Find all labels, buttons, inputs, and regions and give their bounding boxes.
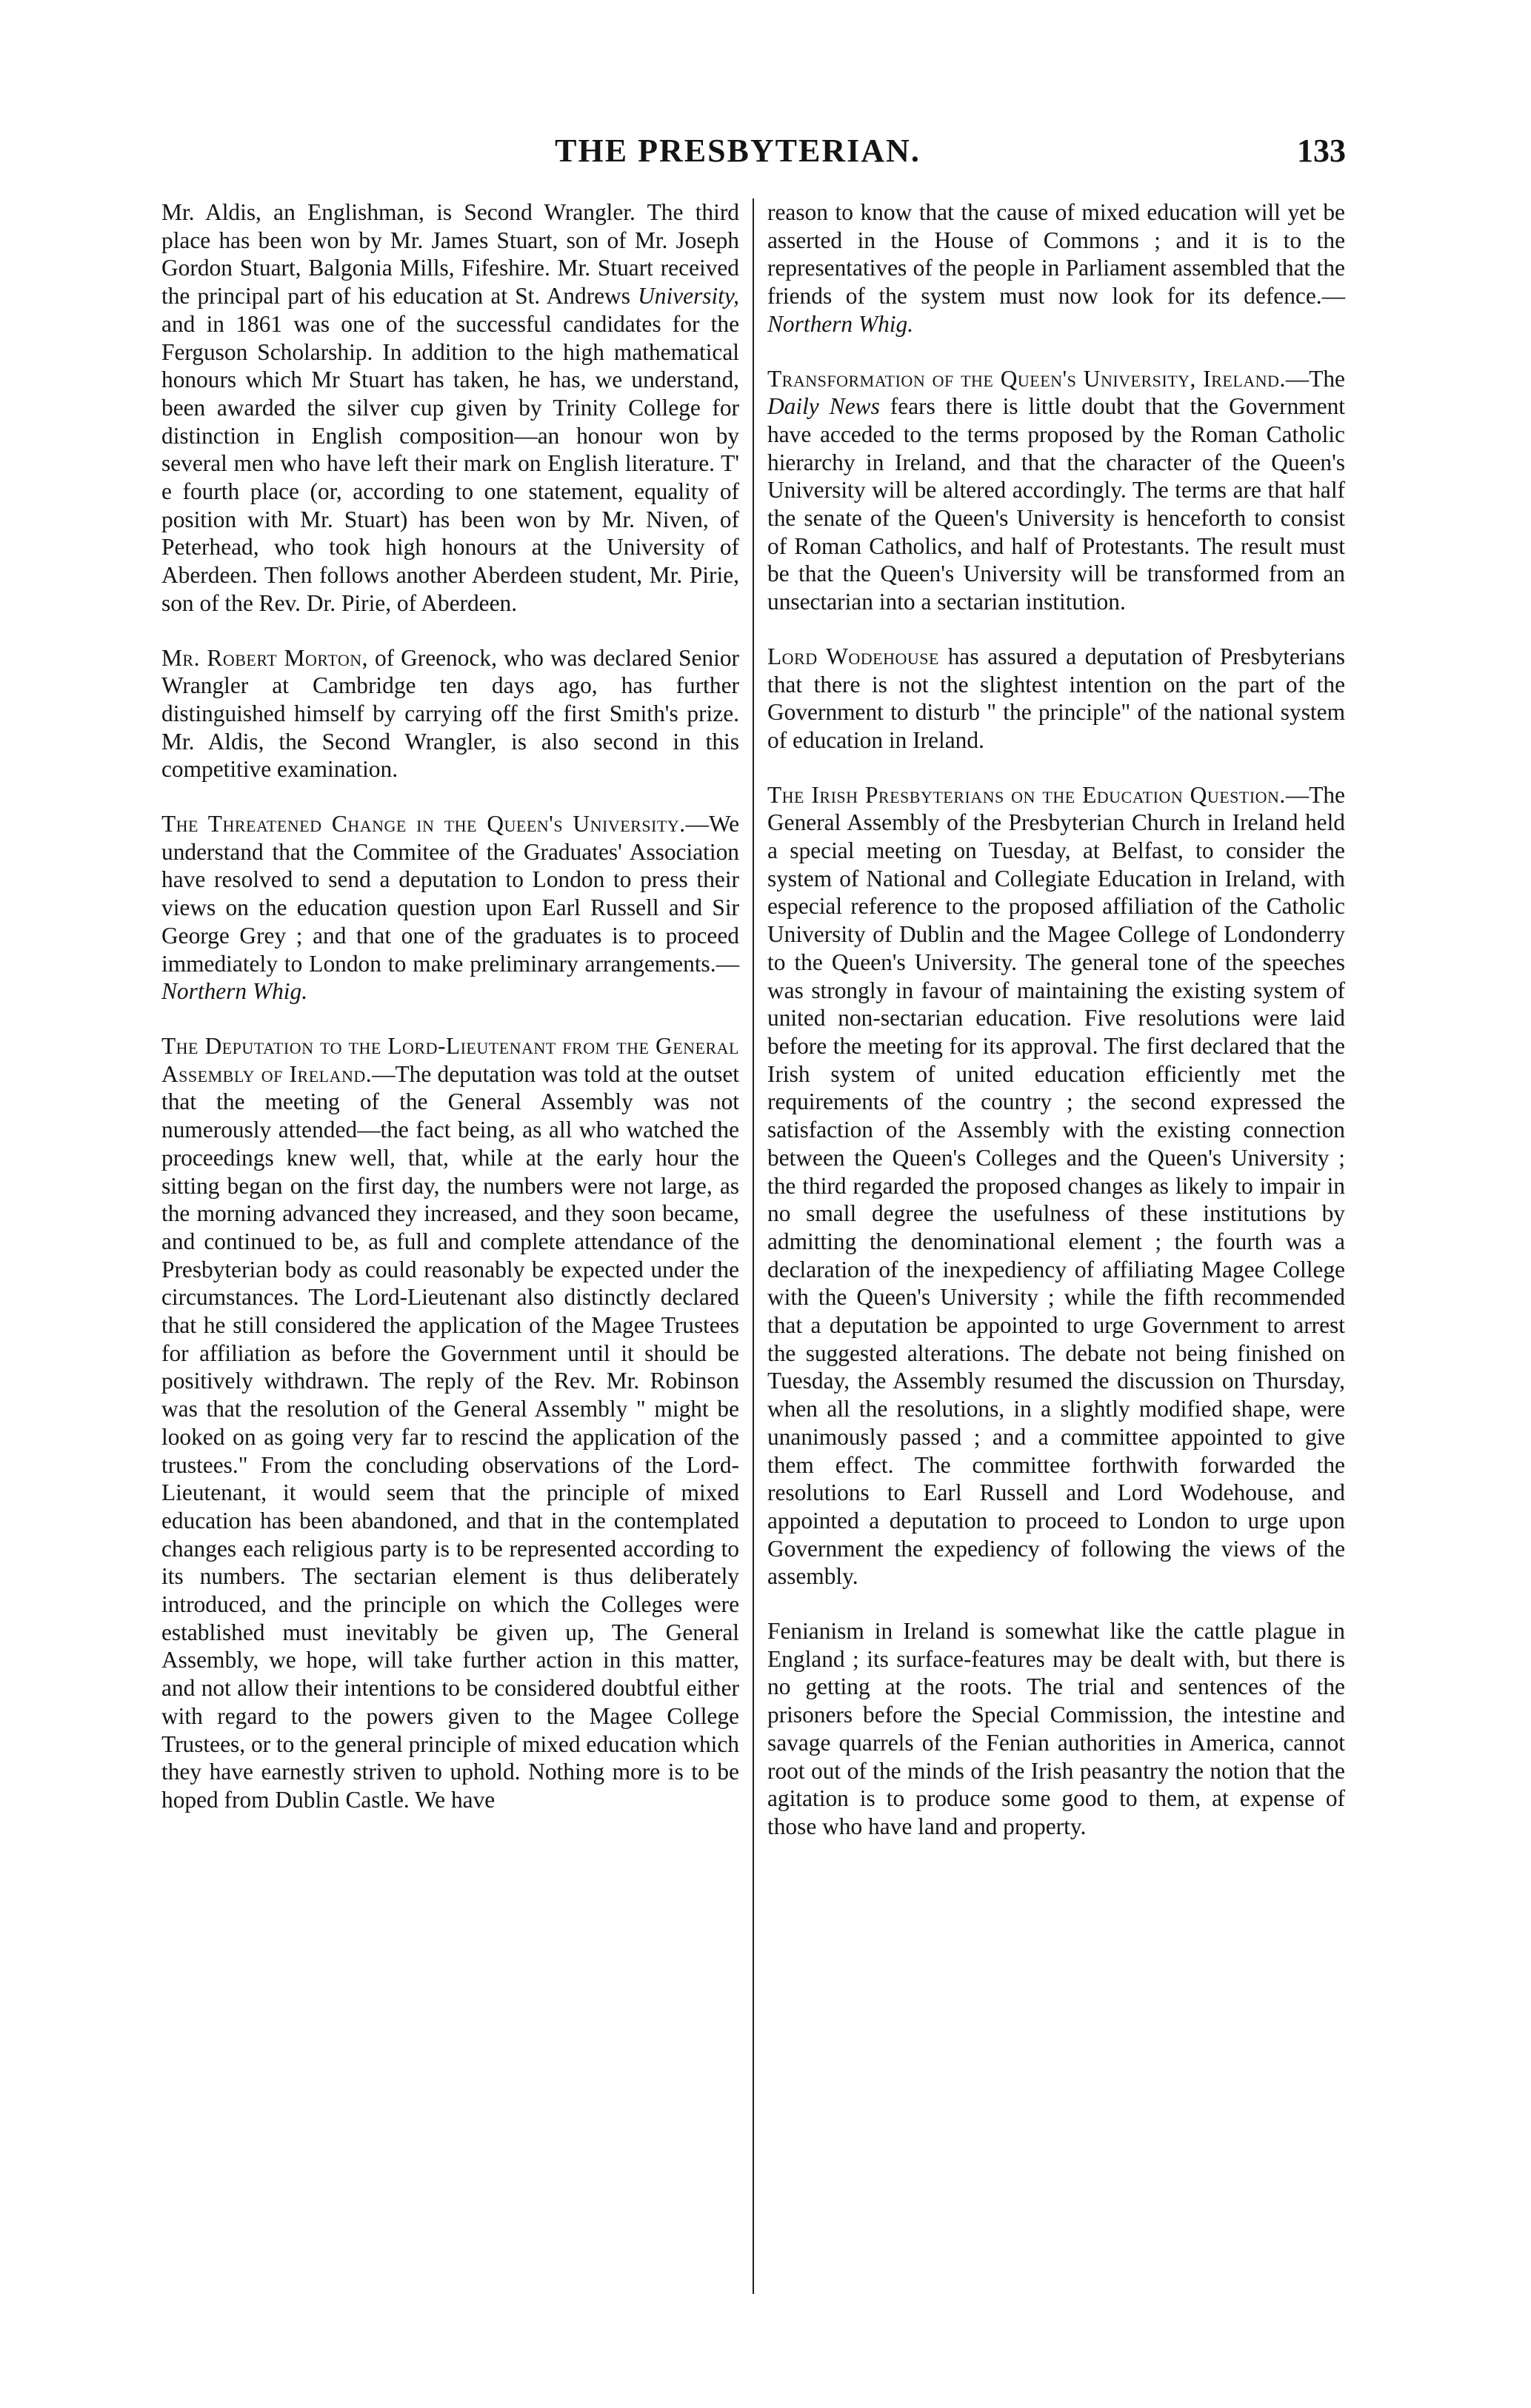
article-lead: Lord Wodehouse: [767, 643, 939, 669]
article-text: and in 1861 was one of the successful candidates for the Ferguson Scholarship. In addition to the high mathematical honours which Mr Stuart has taken, he has, we understand, been awarded the silver cup given by Trinity College for distinction in English composition—an honour won by several men who have left their mark on English literature. T' e fourth place (or, according to one statement, equality of position with Mr. Stuart) has been won by Mr. Niven, of Peterhead, who took high honours at the University of Aberdeen. Then follows another Aberdeen student, Mr. Pirie, son of the Rev. Dr. Pirie, of Aberdeen.: [161, 310, 739, 616]
article-text: fears there is little doubt that the Government have acceded to the terms proposed by the Roman Catholic hierarchy in Ireland, and that the character of the Queen's University will be altered accordingly. The terms are that half the senate of the Queen's University is henceforth to consist of Roman Catholics, and half of Protestants. The result must be that the Queen's University will be transformed from an unsectarian into a sectarian institution.: [767, 393, 1345, 615]
right-column: [767, 198, 1345, 1867]
article-fenianism: [767, 1617, 1345, 1841]
article-italic: University,: [638, 283, 739, 310]
article-lord-wodehouse: [767, 643, 1345, 755]
article-lead: The Threatened Change in the Queen's University.: [161, 811, 686, 837]
article-text: Fenianism in Ireland is somewhat like the cattle plague in England ; its surface-features may be dealt with, but there is no getting at the roots. The trial and sentences of the prisoners before the Special Commission, the intestine and savage quarrels of the Fenian authorities in America, cannot root out of the minds of the Irish peasantry the notion that the agitation is to produce some good to them, at expense of those who have land and property.: [767, 1618, 1345, 1839]
article-source: Northern Whig.: [161, 978, 308, 1005]
article-lead: The Irish Presbyterians on the Education Question.: [767, 781, 1286, 808]
article-text: Mr. Aldis, an Englishman, is Second Wrangler. The third place has been won by Mr. James Stuart, son of Mr. Joseph Gordon Stuart, Balgonia Mills, Fifeshire. Mr. Stuart received the principal part of his education at St. Andrews: [161, 199, 739, 310]
article-text: —The: [1285, 365, 1345, 392]
article-lead: Transformation of the Queen's University, Ireland.: [767, 365, 1286, 392]
article-robert-morton: [161, 644, 739, 784]
article-text: —The deputation was told at the outset that the meeting of the General Assembly was not numerously attended—the fact being, as all who watched the proceedings knew well, that, while at the early hour the sitting began on the first day, the numbers were not large, as the morning advanced they increased, and they soon became, and continued to be, as full and complete attendance of the Presbyterian body as could reasonably be expected under the circumstances. The Lord-Lieutenant also distinctly declared that he still considered the application of the Magee Trustees for affiliation as before the Government until it should be positively withdrawn. The reply of the Rev. Mr. Robinson was that the resolution of the General Assembly " might be looked on as going very far to rescind the application of the trustees." From the concluding observations of the Lord-Lieutenant, it would seem that the principle of mixed education has been abandoned, and that in the contemplated changes each religious party is to be represented according to its numbers. The sectarian element is thus deliberately introduced, and the principle on which the Colleges were established must inevitably be given up, The General Assembly, we hope, will take further action in this matter, and not allow their intentions to be considered doubtful either with regard to the powers given to the Magee College Trustees, or to the general principle of mixed education which they have earnestly striven to uphold. Nothing more is to be hoped from Dublin Castle. We have: [161, 1060, 740, 1813]
article-text: of Greenock, who was declared Senior Wrangler at Cambridge ten days ago, has further distinguished himself by carrying off the first Smith's prize. Mr. Aldis, the Second Wrangler, is also second in this competitive examination.: [161, 644, 739, 783]
article-text: reason to know that the cause of mixed education will yet be asserted in the House of Commons ; and it is to the representatives of the people in Parliament assembled that the friends of the system must now look for its defence.—: [767, 199, 1345, 310]
running-title: THE PRESBYTERIAN.: [555, 133, 921, 169]
article-text: —The General Assembly of the Presbyterian Church in Ireland held a special meeting on Tuesday, at Belfast, to consider the system of National and Collegiate Education in Ireland, with especial reference to the proposed affiliation of the Catholic University of Dublin and the Magee College of Londonderry to the Queen's University. The general tone of the speeches was strongly in favour of maintaining the existing system of united non-sectarian education. Five resolutions were laid before the meeting for its approval. The first declared that the Irish system of united education efficiently met the requirements of the country ; the second expressed the satisfaction of the Assembly with the existing connection between the Queen's Colleges and the Queen's University ; the third regarded the proposed changes as likely to impair in no small degree the usefulness of these institutions by admitting the denominational element ; the fourth was a declaration of the inexpediency of affiliating Magee College with the Queen's University ; while the fifth recommended that a deputation be appointed to urge Government to arrest the suggested alterations. The debate not being finished on Tuesday, the Assembly resumed the discussion on Thursday, when all the resolutions, in a slightly modified shape, were unanimously passed ; and a committee appointed to give them effect. The committee forthwith forwarded the resolutions to Earl Russell and Lord Wodehouse, and appointed a deputation to proceed to London to urge upon Government the expediency of following the views of the assembly.: [767, 781, 1345, 1590]
article-text: has assured a deputation of Presbyterians that there is not the slightest intention on the part of the Government to disturb " the principle" of the national system of education in Ireland.: [767, 643, 1346, 753]
article-deputation-continued: [767, 198, 1345, 338]
left-column: [161, 198, 739, 1841]
article-deputation: [161, 1032, 739, 1814]
article-italic: Daily News: [767, 393, 880, 420]
column-divider: [753, 198, 754, 2294]
running-head: [152, 132, 1346, 184]
article-source: Northern Whig.: [767, 310, 914, 337]
article-wranglers: [161, 198, 739, 618]
article-lead: The Deputation to the Lord-Lieutenant from the General Assembly of Ireland.: [161, 1032, 739, 1087]
article-threatened-change: [161, 810, 739, 1006]
article-irish-presbyterians: [767, 781, 1345, 1591]
article-lead: Mr. Robert Morton,: [161, 644, 368, 671]
page-number: 133: [1297, 133, 1346, 169]
article-transformation: [767, 365, 1345, 616]
article-text: —We understand that the Commitee of the Graduates' Association have resolved to send a deputation to London to press their views on the education question upon Earl Russell and Sir George Grey ; and that one of the graduates is to proceed immediately to London to make preliminary arrangements.—: [161, 811, 739, 977]
